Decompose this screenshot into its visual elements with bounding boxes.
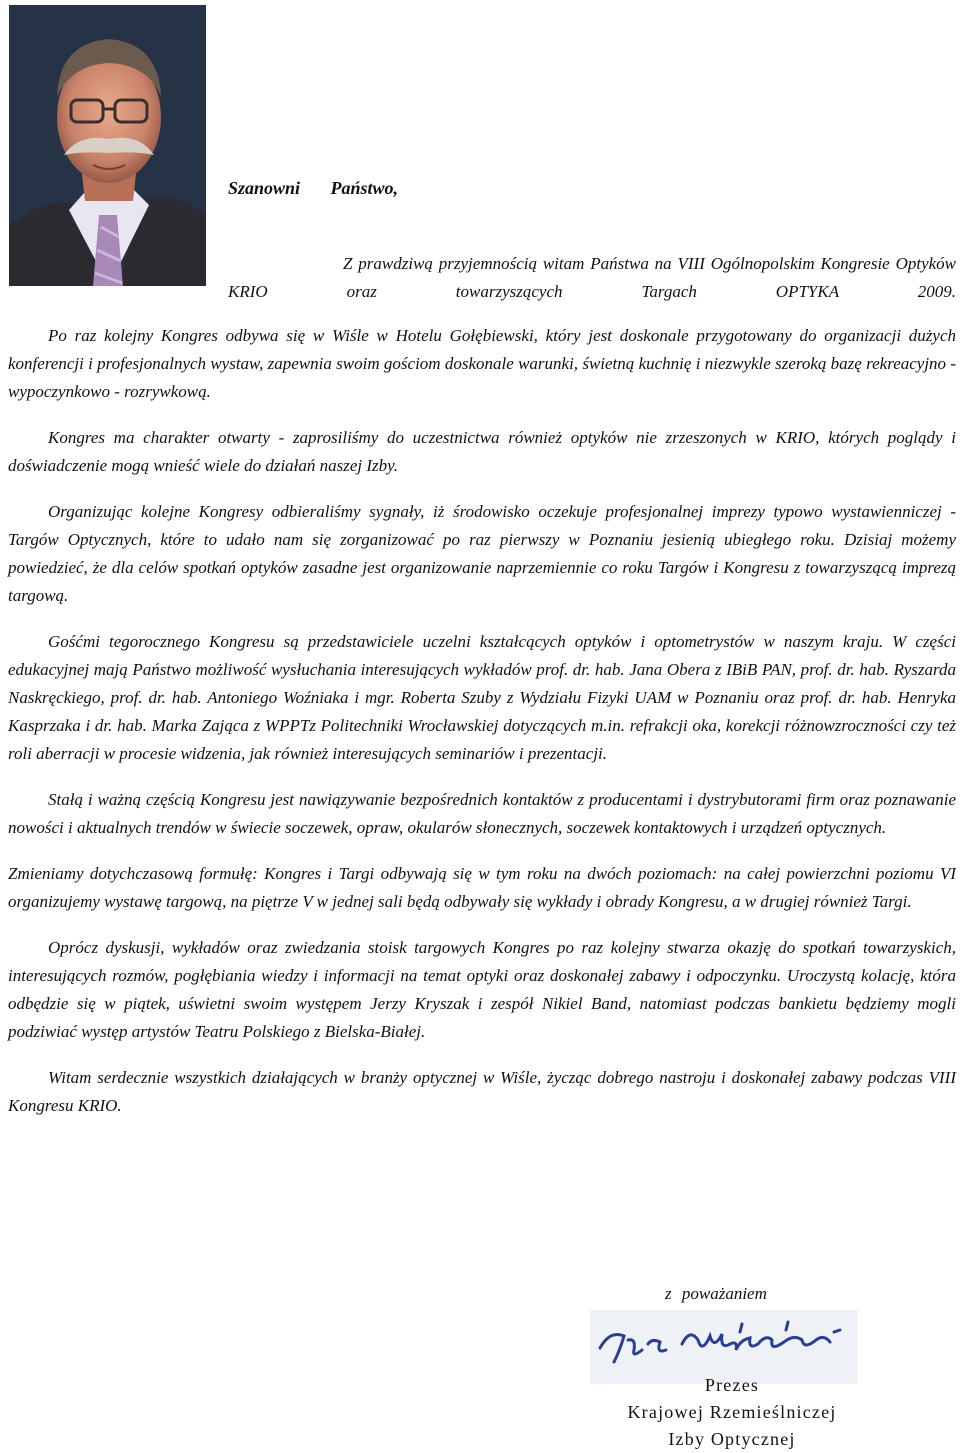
portrait-photo — [9, 5, 206, 286]
paragraph: Organizując kolejne Kongresy odbieraliśmy sygnały, iż środowisko oczekuje profesjonalnej imprezy typowo wystawienniczej - Targów Optycznych, które to udało nam się zorganizować po raz pierwszy w Poznaniu jesienią ubiegłego roku. Dzisiaj możemy powiedzieć, że dla celów spotkań optyków zasadne jest organizowanie naprzemiennie co roku Targów i Kongresu z towarzyszącą imprezą targową. — [8, 502, 956, 605]
letter-body — [8, 322, 956, 1138]
paragraph: Po raz kolejny Kongres odbywa się w Wiśle w Hotelu Gołębiewski, który jest doskonale przygotowany do organizacji dużych konferencji i profesjonalnych wystaw, zapewnia swoim gościom doskonale warunki, świetną kuchnię i niezwykle szeroką bazę rekreacyjno - wypoczynkowo - rozrywkową. — [8, 326, 956, 401]
paragraph: Gośćmi tegorocznego Kongresu są przedstawiciele uczelni kształcących optyków i optometrystów w naszym kraju. W części edukacyjnej mają Państwo możliwość wysłuchania interesujących wykładów prof. dr. hab. Jana Obera z IBiB PAN, prof. dr. hab. Ryszarda Naskręckiego, prof. dr. hab. Antoniego Woźniaka i mgr. Roberta Szuby z Wydziału Fizyki UAM w Poznaniu oraz prof. dr. hab. Henryka Kasprzaka i dr. hab. Marka Zająca z WPPTz Politechniki Wrocławskiej dotyczących m.in. refrakcji oka, korekcji różnowzroczności czy też roli aberracji w procesie widzenia, jak również interesujących seminariów i prezentacji. — [8, 632, 956, 763]
organization-line-2: Izby Optycznej — [668, 1429, 796, 1449]
paragraph: Oprócz dyskusji, wykładów oraz zwiedzania stoisk targowych Kongres po raz kolejny stwarza okazję do spotkań towarzyskich, interesujących rozmów, pogłębiania wiedzy i informacji na temat optyki oraz doskonałej zabawy i odpoczynku. Uroczystą kolację, która odbędzie się w piątek, uświetni swoim występem Jerzy Kryszak i zespół Nikiel Band, natomiast podczas bankietu będziemy mogli podziwiać występ artystów Teatru Polskiego z Bielska-Białej. — [8, 938, 956, 1041]
signatory-title: Prezes — [704, 1375, 760, 1395]
paragraph: Witam serdecznie wszystkich działających w branży optycznej w Wiśle, życząc dobrego nastroju i doskonałej zabawy podczas VIII Kongresu KRIO. — [8, 1068, 956, 1115]
organization-line-1: Krajowej Rzemieślniczej — [627, 1402, 837, 1422]
paragraph: Stałą i ważną częścią Kongresu jest nawiązywanie bezpośrednich kontaktów z producentami i dystrybutorami firm oraz poznawanie nowości i aktualnych trendów w świecie soczewek, opraw, okularów słonecznych, soczewek kontaktowych i urządzeń optycznych. — [8, 790, 956, 837]
intro-paragraph: Z prawdziwą przyjemnością witam Państwa na VIII Ogólnopolskim Kongresie Optyków KRIO oraz towarzyszących Targach OPTYKA 2009. — [228, 254, 956, 301]
paragraph: Zmieniamy dotychczasową formułę: Kongres i Targi odbywają się w tym roku na dwóch poziomach: na całej powierzchni poziomu VI organizujemy wystawę targową, na piętrze V w jednej sali będą odbywały się wykłady i obrady Kongresu, a w drugiej również Targi. — [8, 864, 956, 911]
greeting: Szanowni Państwo, — [228, 178, 399, 198]
closing: z poważaniem — [665, 1284, 767, 1303]
signature-block — [612, 1372, 852, 1453]
paragraph: Kongres ma charakter otwarty - zaprosiliśmy do uczestnictwa również optyków nie zrzeszonych w KRIO, których poglądy i doświadczenie mogą wnieść wiele do działań naszej Izby. — [8, 428, 956, 475]
